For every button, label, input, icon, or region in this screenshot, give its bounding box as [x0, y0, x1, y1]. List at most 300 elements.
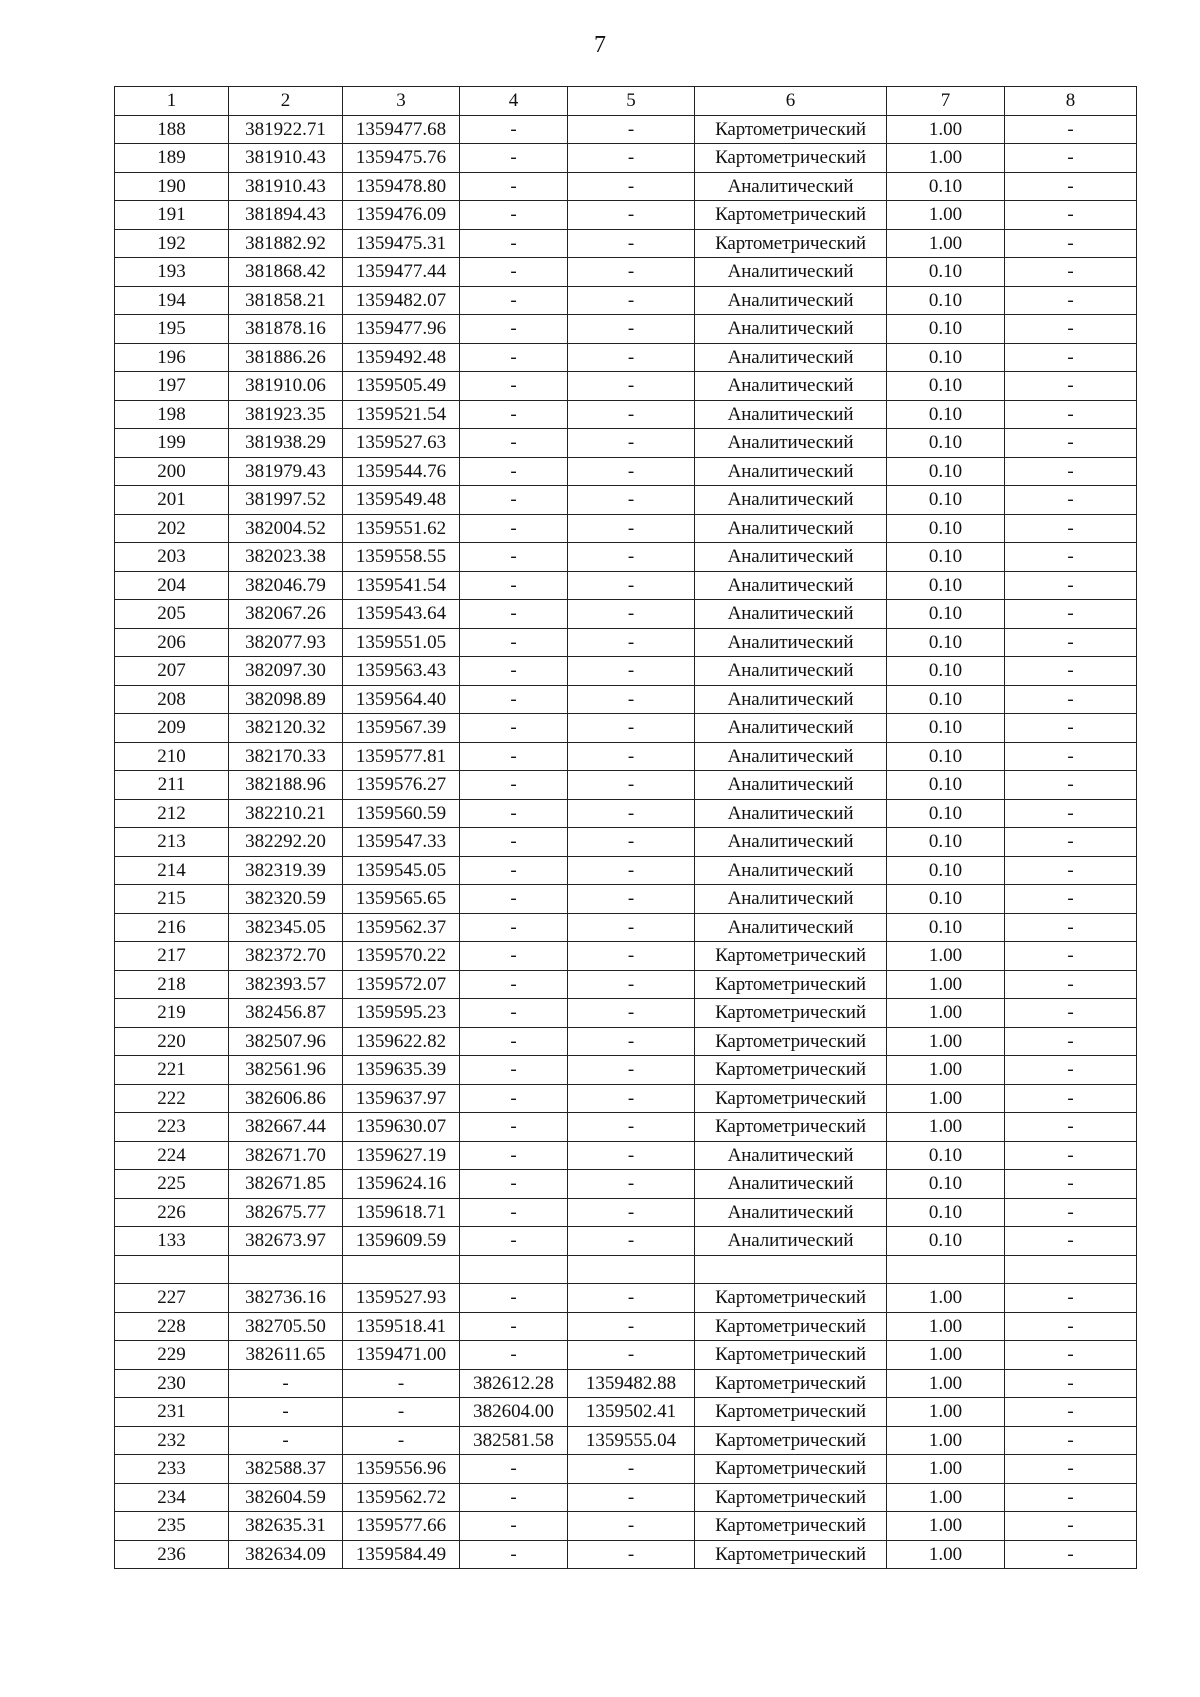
cell-x-coordinate: - [229, 1369, 343, 1398]
cell-x-coordinate: 382292.20 [229, 828, 343, 857]
cell-y-coordinate: 1359562.37 [343, 913, 460, 942]
cell-x-coordinate-alt: - [460, 771, 568, 800]
cell-x-coordinate: 381858.21 [229, 286, 343, 315]
cell-point-number: 200 [115, 457, 229, 486]
table-row [115, 1170, 1137, 1199]
cell-y-coordinate-alt: 1359555.04 [568, 1426, 695, 1455]
cell-precision: 0.10 [887, 799, 1005, 828]
cell-point-number: 236 [115, 1540, 229, 1569]
cell-x-coordinate: 382393.57 [229, 970, 343, 999]
column-header: 3 [343, 87, 460, 116]
cell-y-coordinate-alt: - [568, 115, 695, 144]
cell-y-coordinate: 1359563.43 [343, 657, 460, 686]
cell-point-number: 221 [115, 1056, 229, 1085]
cell-method: Картометрический [695, 229, 887, 258]
cell-y-coordinate: 1359637.97 [343, 1084, 460, 1113]
cell-y-coordinate-alt: - [568, 1483, 695, 1512]
cell-point-number: 205 [115, 600, 229, 629]
cell-note [1005, 1255, 1137, 1284]
cell-precision: 0.10 [887, 172, 1005, 201]
cell-method: Аналитический [695, 657, 887, 686]
cell-note: - [1005, 1198, 1137, 1227]
cell-x-coordinate-alt: - [460, 1540, 568, 1569]
cell-note: - [1005, 343, 1137, 372]
cell-method: Картометрический [695, 1113, 887, 1142]
cell-precision: 0.10 [887, 913, 1005, 942]
cell-y-coordinate-alt: - [568, 400, 695, 429]
cell-y-coordinate: - [343, 1426, 460, 1455]
cell-point-number: 227 [115, 1284, 229, 1313]
cell-y-coordinate: 1359567.39 [343, 714, 460, 743]
cell-point-number: 195 [115, 315, 229, 344]
cell-note: - [1005, 1170, 1137, 1199]
table-row [115, 172, 1137, 201]
cell-y-coordinate-alt: - [568, 144, 695, 173]
cell-y-coordinate-alt: - [568, 1198, 695, 1227]
page-number: 7 [594, 32, 606, 58]
cell-x-coordinate-alt: - [460, 1455, 568, 1484]
table-row [115, 685, 1137, 714]
cell-note: - [1005, 1369, 1137, 1398]
cell-x-coordinate-alt: - [460, 172, 568, 201]
cell-y-coordinate: 1359551.62 [343, 514, 460, 543]
cell-y-coordinate: 1359549.48 [343, 486, 460, 515]
cell-y-coordinate: 1359475.76 [343, 144, 460, 173]
cell-x-coordinate: 382023.38 [229, 543, 343, 572]
cell-y-coordinate: 1359564.40 [343, 685, 460, 714]
cell-method: Картометрический [695, 1455, 887, 1484]
cell-precision: 1.00 [887, 229, 1005, 258]
cell-x-coordinate-alt: - [460, 514, 568, 543]
cell-x-coordinate-alt: - [460, 1084, 568, 1113]
cell-method: Аналитический [695, 286, 887, 315]
cell-point-number: 193 [115, 258, 229, 287]
cell-note: - [1005, 1284, 1137, 1313]
cell-precision: 0.10 [887, 600, 1005, 629]
column-header: 2 [229, 87, 343, 116]
table-row [115, 799, 1137, 828]
cell-x-coordinate-alt: - [460, 315, 568, 344]
cell-point-number: 224 [115, 1141, 229, 1170]
cell-x-coordinate: - [229, 1398, 343, 1427]
cell-method: Аналитический [695, 628, 887, 657]
cell-x-coordinate: 382606.86 [229, 1084, 343, 1113]
cell-precision: 1.00 [887, 1512, 1005, 1541]
cell-x-coordinate: 381882.92 [229, 229, 343, 258]
cell-precision: 1.00 [887, 1369, 1005, 1398]
cell-note: - [1005, 1426, 1137, 1455]
cell-note: - [1005, 1027, 1137, 1056]
cell-y-coordinate: 1359477.96 [343, 315, 460, 344]
cell-note: - [1005, 258, 1137, 287]
table-row [115, 771, 1137, 800]
cell-y-coordinate: 1359565.65 [343, 885, 460, 914]
cell-x-coordinate-alt: - [460, 685, 568, 714]
cell-y-coordinate-alt: - [568, 486, 695, 515]
cell-y-coordinate: 1359570.22 [343, 942, 460, 971]
table-row [115, 1483, 1137, 1512]
cell-method: Картометрический [695, 144, 887, 173]
cell-method: Аналитический [695, 885, 887, 914]
cell-y-coordinate-alt: - [568, 457, 695, 486]
table-row [115, 742, 1137, 771]
cell-x-coordinate-alt: - [460, 970, 568, 999]
cell-precision: 1.00 [887, 115, 1005, 144]
table-row [115, 856, 1137, 885]
table-row [115, 1369, 1137, 1398]
cell-x-coordinate: 382120.32 [229, 714, 343, 743]
table-body [115, 87, 1137, 1569]
cell-x-coordinate-alt: - [460, 657, 568, 686]
cell-y-coordinate: 1359521.54 [343, 400, 460, 429]
table-row [115, 372, 1137, 401]
cell-method: Аналитический [695, 1227, 887, 1256]
cell-y-coordinate: 1359476.09 [343, 201, 460, 230]
cell-x-coordinate: 382345.05 [229, 913, 343, 942]
cell-y-coordinate: 1359595.23 [343, 999, 460, 1028]
cell-note: - [1005, 1512, 1137, 1541]
cell-x-coordinate-alt: - [460, 457, 568, 486]
cell-x-coordinate-alt: - [460, 372, 568, 401]
table-row [115, 1312, 1137, 1341]
cell-precision: 1.00 [887, 1398, 1005, 1427]
cell-point-number: 208 [115, 685, 229, 714]
cell-point-number: 223 [115, 1113, 229, 1142]
cell-method: Аналитический [695, 315, 887, 344]
cell-point-number [115, 1255, 229, 1284]
column-header: 4 [460, 87, 568, 116]
cell-point-number: 218 [115, 970, 229, 999]
cell-method: Аналитический [695, 1141, 887, 1170]
cell-note: - [1005, 714, 1137, 743]
cell-precision: 0.10 [887, 400, 1005, 429]
cell-x-coordinate: 382675.77 [229, 1198, 343, 1227]
cell-y-coordinate: 1359477.44 [343, 258, 460, 287]
table-row [115, 486, 1137, 515]
cell-y-coordinate: 1359547.33 [343, 828, 460, 857]
cell-method: Аналитический [695, 742, 887, 771]
cell-x-coordinate-alt: - [460, 1284, 568, 1313]
column-header: 1 [115, 87, 229, 116]
cell-point-number: 231 [115, 1398, 229, 1427]
cell-point-number: 204 [115, 571, 229, 600]
cell-point-number: 228 [115, 1312, 229, 1341]
cell-x-coordinate-alt: - [460, 486, 568, 515]
cell-y-coordinate: 1359622.82 [343, 1027, 460, 1056]
cell-x-coordinate-alt: - [460, 1056, 568, 1085]
cell-y-coordinate-alt: - [568, 1227, 695, 1256]
cell-precision: 0.10 [887, 828, 1005, 857]
cell-y-coordinate: 1359527.93 [343, 1284, 460, 1313]
cell-precision: 0.10 [887, 771, 1005, 800]
cell-x-coordinate-alt: - [460, 571, 568, 600]
cell-note: - [1005, 486, 1137, 515]
cell-method: Аналитический [695, 856, 887, 885]
cell-method: Аналитический [695, 1170, 887, 1199]
table-row [115, 429, 1137, 458]
cell-precision: 1.00 [887, 1426, 1005, 1455]
cell-x-coordinate-alt: - [460, 999, 568, 1028]
cell-note: - [1005, 115, 1137, 144]
cell-x-coordinate: 381922.71 [229, 115, 343, 144]
cell-precision: 0.10 [887, 1141, 1005, 1170]
cell-x-coordinate-alt: - [460, 543, 568, 572]
table-row [115, 1113, 1137, 1142]
cell-x-coordinate: 382372.70 [229, 942, 343, 971]
cell-note: - [1005, 657, 1137, 686]
cell-point-number: 199 [115, 429, 229, 458]
table-row [115, 1512, 1137, 1541]
cell-point-number: 213 [115, 828, 229, 857]
table-row [115, 999, 1137, 1028]
cell-precision: 0.10 [887, 1227, 1005, 1256]
cell-precision: 1.00 [887, 1027, 1005, 1056]
cell-y-coordinate-alt: - [568, 999, 695, 1028]
cell-method: Аналитический [695, 429, 887, 458]
cell-method: Картометрический [695, 1483, 887, 1512]
cell-method: Картометрический [695, 1284, 887, 1313]
cell-method: Картометрический [695, 1512, 887, 1541]
cell-precision: 1.00 [887, 1084, 1005, 1113]
cell-method: Аналитический [695, 343, 887, 372]
cell-note: - [1005, 1540, 1137, 1569]
cell-y-coordinate: 1359545.05 [343, 856, 460, 885]
table-row [115, 1027, 1137, 1056]
cell-precision: 0.10 [887, 628, 1005, 657]
table-row [115, 913, 1137, 942]
cell-y-coordinate: - [343, 1398, 460, 1427]
cell-note: - [1005, 600, 1137, 629]
cell-note: - [1005, 1398, 1137, 1427]
cell-precision: 1.00 [887, 970, 1005, 999]
cell-y-coordinate: 1359541.54 [343, 571, 460, 600]
cell-y-coordinate: 1359627.19 [343, 1141, 460, 1170]
cell-y-coordinate-alt: - [568, 1540, 695, 1569]
cell-note: - [1005, 1056, 1137, 1085]
cell-method: Картометрический [695, 1312, 887, 1341]
cell-y-coordinate-alt: 1359502.41 [568, 1398, 695, 1427]
cell-x-coordinate: 381878.16 [229, 315, 343, 344]
cell-method: Аналитический [695, 685, 887, 714]
table-row [115, 286, 1137, 315]
cell-y-coordinate-alt: - [568, 799, 695, 828]
cell-x-coordinate-alt: - [460, 258, 568, 287]
cell-point-number: 209 [115, 714, 229, 743]
table-row [115, 571, 1137, 600]
cell-x-coordinate-alt: - [460, 742, 568, 771]
cell-y-coordinate: 1359618.71 [343, 1198, 460, 1227]
cell-method: Картометрический [695, 1056, 887, 1085]
cell-y-coordinate-alt: - [568, 1056, 695, 1085]
cell-note: - [1005, 400, 1137, 429]
cell-point-number: 215 [115, 885, 229, 914]
cell-precision: 0.10 [887, 514, 1005, 543]
cell-y-coordinate [343, 1255, 460, 1284]
cell-x-coordinate: 381910.43 [229, 144, 343, 173]
cell-point-number: 217 [115, 942, 229, 971]
cell-x-coordinate-alt: - [460, 201, 568, 230]
cell-x-coordinate: 381938.29 [229, 429, 343, 458]
cell-y-coordinate-alt: - [568, 742, 695, 771]
cell-y-coordinate: 1359543.64 [343, 600, 460, 629]
cell-note: - [1005, 1084, 1137, 1113]
cell-precision: 1.00 [887, 201, 1005, 230]
cell-point-number: 219 [115, 999, 229, 1028]
table-row [115, 1141, 1137, 1170]
table-row [115, 543, 1137, 572]
table-row [115, 1084, 1137, 1113]
cell-y-coordinate-alt: - [568, 1512, 695, 1541]
cell-x-coordinate: 382635.31 [229, 1512, 343, 1541]
cell-note: - [1005, 1341, 1137, 1370]
cell-method: Картометрический [695, 115, 887, 144]
cell-y-coordinate-alt: - [568, 543, 695, 572]
cell-note: - [1005, 571, 1137, 600]
cell-x-coordinate: 382736.16 [229, 1284, 343, 1313]
cell-y-coordinate: 1359584.49 [343, 1540, 460, 1569]
cell-y-coordinate-alt: - [568, 628, 695, 657]
cell-method: Картометрический [695, 1369, 887, 1398]
cell-method [695, 1255, 887, 1284]
table-row [115, 1455, 1137, 1484]
cell-point-number: 210 [115, 742, 229, 771]
cell-y-coordinate-alt: - [568, 942, 695, 971]
table-row [115, 258, 1137, 287]
cell-x-coordinate: 381910.06 [229, 372, 343, 401]
cell-y-coordinate-alt: - [568, 172, 695, 201]
cell-method: Аналитический [695, 258, 887, 287]
cell-x-coordinate: 381886.26 [229, 343, 343, 372]
cell-note: - [1005, 286, 1137, 315]
cell-point-number: 202 [115, 514, 229, 543]
cell-point-number: 216 [115, 913, 229, 942]
cell-x-coordinate: 382671.70 [229, 1141, 343, 1170]
cell-point-number: 211 [115, 771, 229, 800]
cell-point-number: 235 [115, 1512, 229, 1541]
cell-y-coordinate-alt: - [568, 714, 695, 743]
cell-y-coordinate: 1359562.72 [343, 1483, 460, 1512]
cell-x-coordinate-alt [460, 1255, 568, 1284]
column-header: 6 [695, 87, 887, 116]
cell-y-coordinate-alt: - [568, 201, 695, 230]
cell-x-coordinate-alt: - [460, 1198, 568, 1227]
cell-method: Аналитический [695, 1198, 887, 1227]
cell-precision: 1.00 [887, 999, 1005, 1028]
table-row [115, 1056, 1137, 1085]
cell-y-coordinate-alt: - [568, 771, 695, 800]
cell-y-coordinate-alt: - [568, 1170, 695, 1199]
cell-y-coordinate: 1359624.16 [343, 1170, 460, 1199]
cell-y-coordinate-alt: - [568, 1284, 695, 1313]
cell-note: - [1005, 514, 1137, 543]
cell-x-coordinate-alt: - [460, 913, 568, 942]
cell-note: - [1005, 172, 1137, 201]
cell-method: Картометрический [695, 970, 887, 999]
cell-note: - [1005, 771, 1137, 800]
cell-point-number: 203 [115, 543, 229, 572]
cell-x-coordinate: 382170.33 [229, 742, 343, 771]
cell-method: Аналитический [695, 543, 887, 572]
cell-point-number: 188 [115, 115, 229, 144]
cell-y-coordinate-alt: - [568, 1312, 695, 1341]
cell-point-number: 226 [115, 1198, 229, 1227]
table-row [115, 400, 1137, 429]
cell-x-coordinate-alt: - [460, 885, 568, 914]
cell-x-coordinate: 382561.96 [229, 1056, 343, 1085]
cell-precision: 1.00 [887, 144, 1005, 173]
table-row [115, 1255, 1137, 1284]
cell-x-coordinate: 382634.09 [229, 1540, 343, 1569]
cell-precision: 0.10 [887, 258, 1005, 287]
cell-point-number: 198 [115, 400, 229, 429]
cell-x-coordinate-alt: - [460, 400, 568, 429]
table-header-row [115, 87, 1137, 116]
cell-method: Аналитический [695, 913, 887, 942]
cell-x-coordinate: 381868.42 [229, 258, 343, 287]
cell-precision: 1.00 [887, 1341, 1005, 1370]
cell-method: Аналитический [695, 771, 887, 800]
cell-method: Картометрический [695, 1398, 887, 1427]
table-row [115, 970, 1137, 999]
cell-precision: 0.10 [887, 486, 1005, 515]
cell-y-coordinate-alt: - [568, 429, 695, 458]
cell-point-number: 222 [115, 1084, 229, 1113]
table-row [115, 828, 1137, 857]
cell-x-coordinate-alt: - [460, 286, 568, 315]
cell-y-coordinate: 1359544.76 [343, 457, 460, 486]
cell-x-coordinate-alt: - [460, 1483, 568, 1512]
cell-x-coordinate: 382588.37 [229, 1455, 343, 1484]
cell-x-coordinate: 381894.43 [229, 201, 343, 230]
cell-point-number: 201 [115, 486, 229, 515]
cell-y-coordinate: 1359577.81 [343, 742, 460, 771]
cell-note: - [1005, 457, 1137, 486]
cell-point-number: 189 [115, 144, 229, 173]
cell-point-number: 206 [115, 628, 229, 657]
cell-method: Картометрический [695, 201, 887, 230]
cell-x-coordinate-alt: - [460, 229, 568, 258]
cell-precision: 0.10 [887, 685, 1005, 714]
cell-note: - [1005, 685, 1137, 714]
cell-x-coordinate: 382705.50 [229, 1312, 343, 1341]
cell-point-number: 190 [115, 172, 229, 201]
table-row [115, 1284, 1137, 1313]
cell-note: - [1005, 1483, 1137, 1512]
cell-y-coordinate-alt: - [568, 1341, 695, 1370]
cell-note: - [1005, 799, 1137, 828]
cell-note: - [1005, 970, 1137, 999]
cell-y-coordinate-alt: - [568, 1141, 695, 1170]
cell-x-coordinate: 382507.96 [229, 1027, 343, 1056]
table-row [115, 514, 1137, 543]
cell-note: - [1005, 999, 1137, 1028]
cell-precision: 1.00 [887, 1540, 1005, 1569]
cell-x-coordinate: 382604.59 [229, 1483, 343, 1512]
cell-x-coordinate-alt: 382604.00 [460, 1398, 568, 1427]
cell-note: - [1005, 1312, 1137, 1341]
cell-note: - [1005, 1141, 1137, 1170]
cell-precision: 1.00 [887, 1312, 1005, 1341]
cell-x-coordinate: 382319.39 [229, 856, 343, 885]
cell-y-coordinate-alt: - [568, 685, 695, 714]
cell-x-coordinate-alt: - [460, 714, 568, 743]
cell-y-coordinate: 1359551.05 [343, 628, 460, 657]
cell-y-coordinate: 1359518.41 [343, 1312, 460, 1341]
cell-precision: 1.00 [887, 1056, 1005, 1085]
table-row [115, 115, 1137, 144]
column-header: 7 [887, 87, 1005, 116]
cell-method: Аналитический [695, 600, 887, 629]
